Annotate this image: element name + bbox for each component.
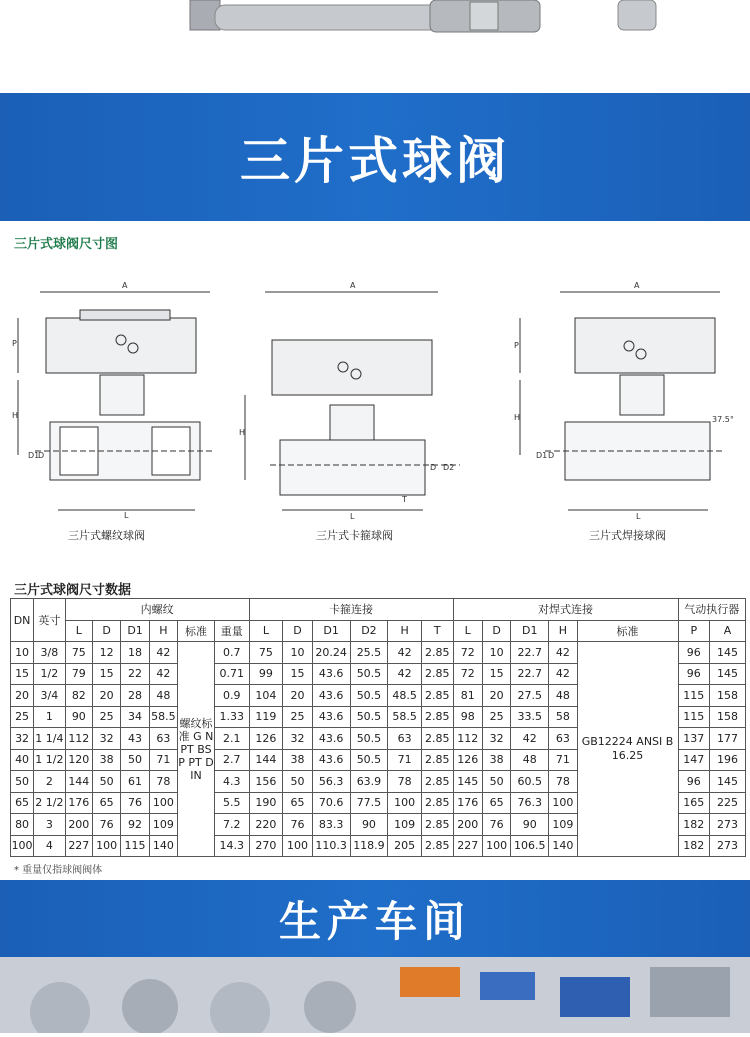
dim-H: H [12,411,19,420]
cell-clamp: 126 [249,728,283,750]
cell-dn: 40 [11,749,34,771]
cell-thread: 200 [65,814,92,836]
cell-clamp: 56.3 [312,771,350,793]
th-inch: 英寸 [34,599,66,642]
th-clamp: 卡箍连接 [249,599,453,621]
cell-thread: 82 [65,685,92,707]
cell-thread: 115 [121,835,149,857]
cell-thread: 28 [121,685,149,707]
cell-thread: 42 [149,663,177,685]
cell-weld: 48 [549,685,577,707]
cell-thread: 109 [149,814,177,836]
cell-clamp: 83.3 [312,814,350,836]
cell-weld: 58 [549,706,577,728]
cell-weld: 90 [511,814,549,836]
th-thread-4: 标准 [178,620,215,642]
cell-thread: 79 [65,663,92,685]
dim-P-3: P [514,341,519,350]
workshop-photo [0,957,750,1033]
cell-weld-standard: GB12224 ANSI B 16.25 [577,642,678,857]
cell-weld: 38 [482,749,510,771]
cell-weld: 10 [482,642,510,664]
cell-inch: 3/8 [34,642,66,664]
cell-inch: 3 [34,814,66,836]
cell-clamp: 42 [388,663,422,685]
cell-weld: 145 [453,771,482,793]
cell-dn: 100 [11,835,34,857]
cell-actuator: 96 [678,642,710,664]
cell-clamp: 104 [249,685,283,707]
th-thread: 内螺纹 [65,599,249,621]
th-clamp-0: L [249,620,283,642]
dim-D-3: D [548,451,555,460]
cell-clamp: 100 [388,792,422,814]
cell-thread: 43 [121,728,149,750]
cell-actuator: 145 [710,663,746,685]
cell-dn: 25 [11,706,34,728]
cell-thread: 34 [121,706,149,728]
cell-actuator: 273 [710,835,746,857]
cell-clamp: 78 [388,771,422,793]
cell-clamp: 190 [249,792,283,814]
cell-weld: 76 [482,814,510,836]
dim-A-3: A [634,281,640,290]
footnote: * 重量仅指球阀阀体 [14,865,103,876]
cell-clamp: 10 [283,642,312,664]
cell-thread: 120 [65,749,92,771]
cell-clamp: 43.6 [312,706,350,728]
cell-weld: 140 [549,835,577,857]
cell-thread: 12 [92,642,120,664]
cell-weld: 60.5 [511,771,549,793]
dimension-drawings [0,270,750,560]
title-banner [0,93,750,221]
cell-thread: 63 [149,728,177,750]
diagram-weld [514,281,734,521]
cell-weld: 200 [453,814,482,836]
cell-clamp: 65 [283,792,312,814]
th-dn: DN [11,599,34,642]
cell-thread: 176 [65,792,92,814]
cell-clamp: 76 [283,814,312,836]
th-actuator-1: A [710,620,746,642]
th-clamp-5: T [422,620,454,642]
cell-inch: 3/4 [34,685,66,707]
cell-weld: 32 [482,728,510,750]
cell-clamp: 63.9 [350,771,388,793]
dim-L-2: L [350,512,355,521]
th-thread-5: 重量 [214,620,249,642]
cell-dn: 15 [11,663,34,685]
th-clamp-4: H [388,620,422,642]
dim-D2: D2 [443,463,455,472]
cell-clamp: 156 [249,771,283,793]
cell-weld: 42 [511,728,549,750]
cell-actuator: 273 [710,814,746,836]
cell-clamp: 50.5 [350,663,388,685]
cell-weld: 50 [482,771,510,793]
cell-clamp: 71 [388,749,422,771]
cell-thread: 227 [65,835,92,857]
cell-weight: 7.2 [214,814,249,836]
cell-clamp: 20 [283,685,312,707]
cell-inch: 1 [34,706,66,728]
cell-clamp: 100 [283,835,312,857]
th-thread-1: D [92,620,120,642]
dim-D1: D1 [28,451,40,460]
cell-actuator: 158 [710,685,746,707]
cell-clamp: 2.85 [422,749,454,771]
th-clamp-3: D2 [350,620,388,642]
th-weld-1: D [482,620,510,642]
cell-thread: 18 [121,642,149,664]
th-actuator: 气动执行器 [678,599,746,621]
cell-weld: 42 [549,663,577,685]
cell-clamp: 32 [283,728,312,750]
cell-thread: 38 [92,749,120,771]
cell-inch: 1 1/2 [34,749,66,771]
th-weld-3: H [549,620,577,642]
cell-weight: 0.7 [214,642,249,664]
cell-weld: 98 [453,706,482,728]
cell-thread: 92 [121,814,149,836]
dim-D-2: D [430,463,437,472]
diagram-clamp [239,281,460,521]
cell-thread: 42 [149,642,177,664]
cell-actuator: 165 [678,792,710,814]
cell-actuator: 145 [710,642,746,664]
cell-inch: 1/2 [34,663,66,685]
cell-weld: 106.5 [511,835,549,857]
cell-actuator: 147 [678,749,710,771]
th-weld-4: 标准 [577,620,678,642]
cell-clamp: 63 [388,728,422,750]
cell-clamp: 15 [283,663,312,685]
cell-weld: 33.5 [511,706,549,728]
th-actuator-0: P [678,620,710,642]
cell-clamp: 205 [388,835,422,857]
dim-angle: 37.5° [712,415,734,424]
cell-thread-standard: 螺纹标准 G NPT BSP PT DIN [178,642,215,857]
diagram-threaded [12,281,215,520]
cell-clamp: 2.85 [422,792,454,814]
caption-clamp: 三片式卡箍球阀 [316,529,393,542]
drawing-title: 三片式球阀尺寸图 [14,237,119,252]
cell-clamp: 50 [283,771,312,793]
dim-D1-3: D1 [536,451,548,460]
cell-clamp: 25.5 [350,642,388,664]
cell-clamp: 25 [283,706,312,728]
cell-dn: 32 [11,728,34,750]
cell-clamp: 2.85 [422,835,454,857]
cell-actuator: 96 [678,771,710,793]
cell-clamp: 2.85 [422,814,454,836]
cell-clamp: 99 [249,663,283,685]
cell-actuator: 182 [678,814,710,836]
cell-clamp: 42 [388,642,422,664]
cell-clamp: 2.85 [422,706,454,728]
cell-weld: 42 [549,642,577,664]
cell-weld: 20 [482,685,510,707]
cell-thread: 78 [149,771,177,793]
cell-clamp: 43.6 [312,749,350,771]
cell-clamp: 43.6 [312,728,350,750]
cell-clamp: 270 [249,835,283,857]
cell-thread: 140 [149,835,177,857]
cell-clamp: 144 [249,749,283,771]
cell-thread: 50 [92,771,120,793]
cell-weld: 71 [549,749,577,771]
cell-dn: 20 [11,685,34,707]
cell-weld: 63 [549,728,577,750]
cell-actuator: 115 [678,685,710,707]
cell-clamp: 2.85 [422,771,454,793]
cell-clamp: 75 [249,642,283,664]
cell-weld: 176 [453,792,482,814]
cell-weld: 227 [453,835,482,857]
cell-clamp: 20.24 [312,642,350,664]
cell-actuator: 177 [710,728,746,750]
cell-weld: 76.3 [511,792,549,814]
cell-weld: 22.7 [511,663,549,685]
cell-clamp: 2.85 [422,642,454,664]
cell-dn: 65 [11,792,34,814]
cell-clamp: 38 [283,749,312,771]
cell-weld: 100 [482,835,510,857]
cell-clamp: 2.85 [422,728,454,750]
cell-clamp: 90 [350,814,388,836]
cell-actuator: 96 [678,663,710,685]
th-thread-0: L [65,620,92,642]
cell-weld: 100 [549,792,577,814]
cell-inch: 1 1/4 [34,728,66,750]
cell-thread: 25 [92,706,120,728]
th-weld-0: L [453,620,482,642]
cell-thread: 76 [121,792,149,814]
cell-weld: 112 [453,728,482,750]
cell-dn: 50 [11,771,34,793]
cell-thread: 100 [149,792,177,814]
dim-L: L [124,511,129,520]
cell-weld: 72 [453,663,482,685]
cell-weld: 48 [511,749,549,771]
cell-thread: 76 [92,814,120,836]
cell-clamp: 119 [249,706,283,728]
cell-weld: 65 [482,792,510,814]
section-banner [0,880,750,957]
dim-L-3: L [636,512,641,521]
cell-clamp: 50.5 [350,685,388,707]
cell-weld: 27.5 [511,685,549,707]
th-thread-3: H [149,620,177,642]
cell-weld: 25 [482,706,510,728]
cell-dn: 80 [11,814,34,836]
cell-thread: 65 [92,792,120,814]
cell-thread: 15 [92,663,120,685]
cell-actuator: 145 [710,771,746,793]
cell-thread: 100 [92,835,120,857]
dim-H-3: H [514,413,521,422]
th-thread-2: D1 [121,620,149,642]
caption-threaded: 三片式螺纹球阀 [68,529,145,542]
cell-clamp: 70.6 [312,792,350,814]
cell-clamp: 220 [249,814,283,836]
cell-actuator: 182 [678,835,710,857]
cell-thread: 20 [92,685,120,707]
th-clamp-2: D1 [312,620,350,642]
cell-thread: 90 [65,706,92,728]
dim-P: P [12,339,17,348]
cell-weight: 4.3 [214,771,249,793]
cell-thread: 58.5 [149,706,177,728]
cell-weight: 2.1 [214,728,249,750]
cell-thread: 61 [121,771,149,793]
product-photo-top [0,0,750,93]
cell-actuator: 225 [710,792,746,814]
th-clamp-1: D [283,620,312,642]
dim-A-2: A [350,281,356,290]
cell-weight: 0.71 [214,663,249,685]
cell-clamp: 110.3 [312,835,350,857]
caption-weld: 三片式焊接球阀 [589,529,666,542]
cell-thread: 71 [149,749,177,771]
cell-clamp: 2.85 [422,663,454,685]
cell-clamp: 109 [388,814,422,836]
cell-clamp: 43.6 [312,685,350,707]
dim-A: A [122,281,128,290]
cell-weld: 78 [549,771,577,793]
cell-clamp: 2.85 [422,685,454,707]
cell-thread: 112 [65,728,92,750]
cell-thread: 144 [65,771,92,793]
cell-thread: 50 [121,749,149,771]
cell-inch: 4 [34,835,66,857]
cell-clamp: 58.5 [388,706,422,728]
cell-clamp: 77.5 [350,792,388,814]
section-title: 生产车间 [278,896,471,946]
cell-weight: 1.33 [214,706,249,728]
th-weld-2: D1 [511,620,549,642]
table-title: 三片式球阀尺寸数据 [14,583,132,598]
cell-weld: 72 [453,642,482,664]
cell-inch: 2 [34,771,66,793]
dim-D: D [38,451,45,460]
cell-weight: 5.5 [214,792,249,814]
cell-weight: 2.7 [214,749,249,771]
dim-H-2: H [239,428,246,437]
cell-weight: 0.9 [214,685,249,707]
dim-T: T [402,495,407,504]
cell-weld: 81 [453,685,482,707]
cell-thread: 75 [65,642,92,664]
cell-weld: 109 [549,814,577,836]
cell-dn: 10 [11,642,34,664]
cell-weld: 126 [453,749,482,771]
cell-actuator: 196 [710,749,746,771]
cell-clamp: 43.6 [312,663,350,685]
cell-inch: 2 1/2 [34,792,66,814]
cell-thread: 48 [149,685,177,707]
cell-actuator: 115 [678,706,710,728]
cell-clamp: 50.5 [350,749,388,771]
table-row [11,642,746,664]
cell-thread: 32 [92,728,120,750]
dimension-table [10,598,746,857]
cell-clamp: 50.5 [350,728,388,750]
cell-actuator: 158 [710,706,746,728]
th-weld: 对焊式连接 [453,599,678,621]
page-title: 三片式球阀 [240,132,510,190]
cell-clamp: 50.5 [350,706,388,728]
cell-weld: 22.7 [511,642,549,664]
cell-thread: 22 [121,663,149,685]
cell-weight: 14.3 [214,835,249,857]
cell-clamp: 48.5 [388,685,422,707]
cell-actuator: 137 [678,728,710,750]
cell-weld: 15 [482,663,510,685]
cell-clamp: 118.9 [350,835,388,857]
